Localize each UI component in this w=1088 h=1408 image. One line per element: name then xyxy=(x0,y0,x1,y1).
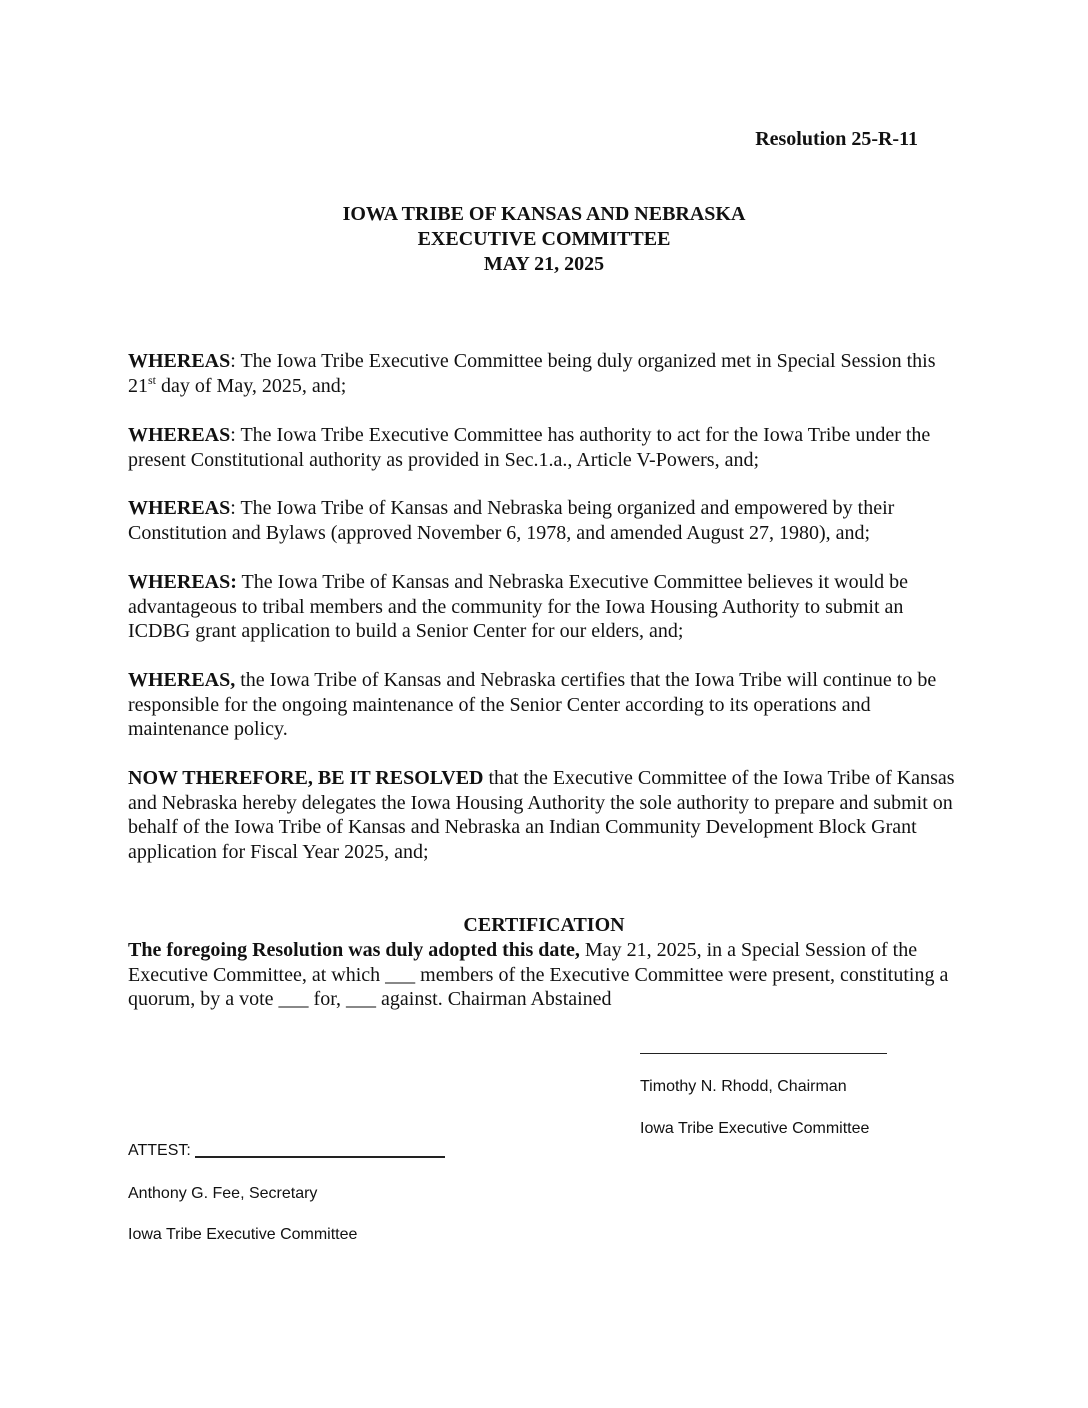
attest-signature-line xyxy=(195,1155,445,1158)
whereas-text: : The Iowa Tribe Executive Committee being duly organized met in Special Session this 21 xyxy=(128,350,936,397)
attest-block xyxy=(128,1142,445,1160)
whereas-text-tail: day of May, 2025, and; xyxy=(156,374,347,397)
chairman-name: Timothy N. Rhodd, Chairman xyxy=(640,1078,847,1095)
whereas-text: : The Iowa Tribe of Kansas and Nebraska being organized and empowered by their Constitution and Bylaws (approved November 6, 1978, and amended August 27, 1980), and; xyxy=(128,497,895,544)
chairman-signature-line xyxy=(640,1053,887,1054)
heading-date: MAY 21, 2025 xyxy=(483,253,605,275)
whereas-text: The Iowa Tribe of Kansas and Nebraska Executive Committee believes it would be advantageous to tribal members and the community for the Iowa Housing Authority to submit an ICDBG grant application to build a Senior Center for our elders, and; xyxy=(128,571,909,642)
whereas-clause-3 xyxy=(128,496,968,545)
whereas-lead: WHEREAS, xyxy=(128,669,236,691)
whereas-clause-4 xyxy=(128,570,968,644)
whereas-clause-5 xyxy=(128,668,968,742)
resolved-clause xyxy=(128,766,968,864)
whereas-clause-1 xyxy=(128,349,968,398)
secretary-organization: Iowa Tribe Executive Committee xyxy=(128,1226,358,1243)
document-heading xyxy=(0,202,1088,277)
whereas-lead: WHEREAS xyxy=(128,350,231,372)
certification-text: May 21, 2025, in a Special Session of the Executive Committee, at which ___ members of the Executive Committee were present, constituting a quorum, by a vote ___ for, ___ against. Chairman Abstained xyxy=(128,939,949,1010)
whereas-text: : The Iowa Tribe Executive Committee has authority to act for the Iowa Tribe under the present Constitutional authority as provided in Sec.1.a., Article V-Powers, and; xyxy=(128,424,931,471)
certification-title: CERTIFICATION xyxy=(463,914,625,936)
whereas-lead: WHEREAS xyxy=(128,424,231,446)
ordinal-suffix: st xyxy=(148,372,157,387)
certification-lead: The foregoing Resolution was duly adopted this date, xyxy=(128,939,580,961)
whereas-clause-2 xyxy=(128,423,968,472)
whereas-lead: WHEREAS xyxy=(128,497,231,519)
certification-body xyxy=(128,938,968,1012)
resolution-number: Resolution 25-R-11 xyxy=(755,128,918,150)
attest-label: ATTEST: xyxy=(128,1142,191,1159)
resolved-lead: NOW THEREFORE, BE IT RESOLVED xyxy=(128,767,484,789)
heading-tribe: IOWA TRIBE OF KANSAS AND NEBRASKA xyxy=(342,203,746,225)
resolved-text: that the Executive Committee of the Iowa Tribe of Kansas and Nebraska hereby delegates the Iowa Housing Authority the sole authority to prepare and submit on behalf of the Iowa Tribe of Kansas and Nebraska an Indian Community Development Block Grant application for Fiscal Year 2025, and; xyxy=(128,767,955,863)
heading-committee: EXECUTIVE COMMITTEE xyxy=(417,228,671,250)
whereas-lead: WHEREAS: xyxy=(128,571,237,593)
secretary-name: Anthony G. Fee, Secretary xyxy=(128,1185,318,1202)
whereas-text: the Iowa Tribe of Kansas and Nebraska certifies that the Iowa Tribe will continue to be responsible for the ongoing maintenance of the Senior Center according to its operations and maintenance policy. xyxy=(128,669,937,740)
chairman-organization: Iowa Tribe Executive Committee xyxy=(640,1120,870,1137)
